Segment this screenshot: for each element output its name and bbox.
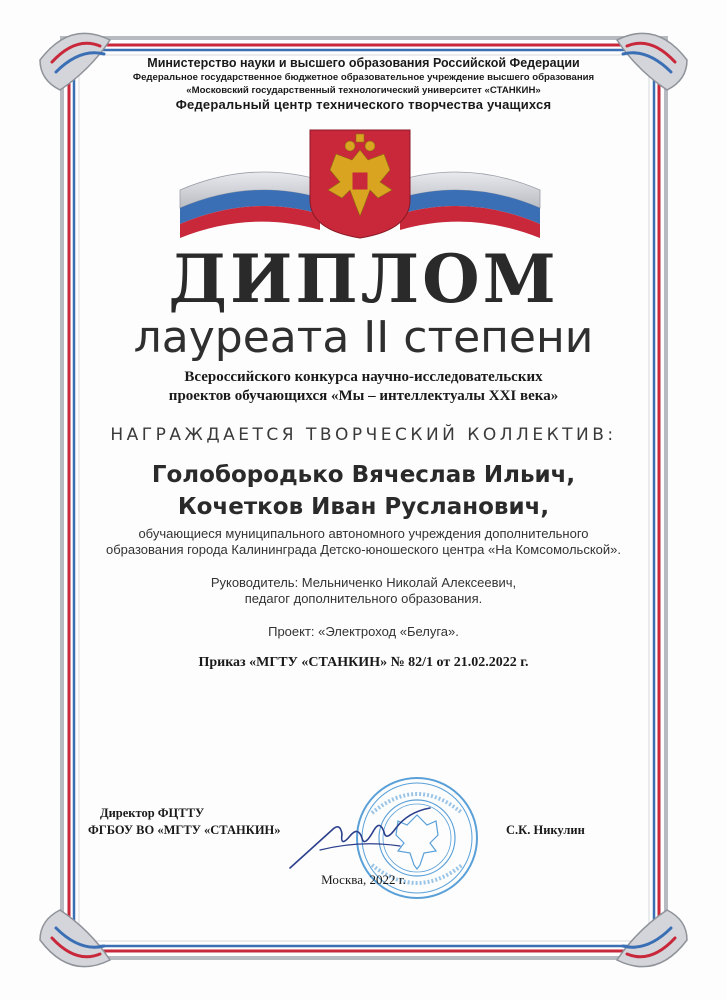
recipient-name: Голобородько Вячеслав Ильич, (151, 462, 576, 488)
order-line: Приказ «МГТУ «СТАНКИН» № 82/1 от 21.02.2022 г. (198, 655, 529, 670)
corner-ribbon-bottom-right (617, 910, 687, 967)
recipient-name: Кочетков Иван Русланович, (177, 494, 550, 520)
director-title-line-2: ФГБОУ ВО «МГТУ «СТАНКИН» (88, 823, 281, 837)
project-line: Проект: «Электроход «Белуга». (268, 624, 459, 639)
diploma-subtitle: лауреата II степени (133, 312, 594, 363)
education-line-2: образования города Калининграда Детско-юношеского центра «На Комсомольской». (105, 542, 621, 557)
institution-line-1: Федеральное государственное бюджетное образовательное учреждение высшего образования (132, 72, 595, 83)
signatory-name: С.К. Никулин (506, 823, 585, 837)
flag-ribbon-with-emblem (170, 120, 550, 240)
leader-line-2: педагог дополнительного образования. (244, 591, 483, 606)
education-line-1: обучающиеся муниципального автономного учреждения дополнительного (138, 526, 589, 541)
place-and-date: Москва, 2022 г. (321, 872, 406, 887)
institution-line-2: «Московский государственный технологический университет «СТАНКИН» (186, 85, 541, 96)
awarded-heading: НАГРАЖДАЕТСЯ ТВОРЧЕСКИЙ КОЛЛЕКТИВ: (110, 425, 617, 445)
handwritten-signature (280, 790, 440, 880)
leader-line-1: Руководитель: Мельниченко Николай Алексеевич, (210, 575, 517, 590)
director-title-line-1: Директор ФЦТТУ (100, 806, 205, 820)
diploma-title: ДИПЛОМ (168, 240, 559, 318)
contest-line-1: Всероссийского конкурса научно-исследовательских (184, 369, 543, 385)
center-name: Федеральный центр технического творчества учащихся (175, 97, 552, 112)
contest-line-2: проектов обучающихся «Мы – интеллектуалы XXI века» (168, 388, 559, 404)
ministry-line: Министерство науки и высшего образования Российской Федерации (147, 56, 580, 70)
